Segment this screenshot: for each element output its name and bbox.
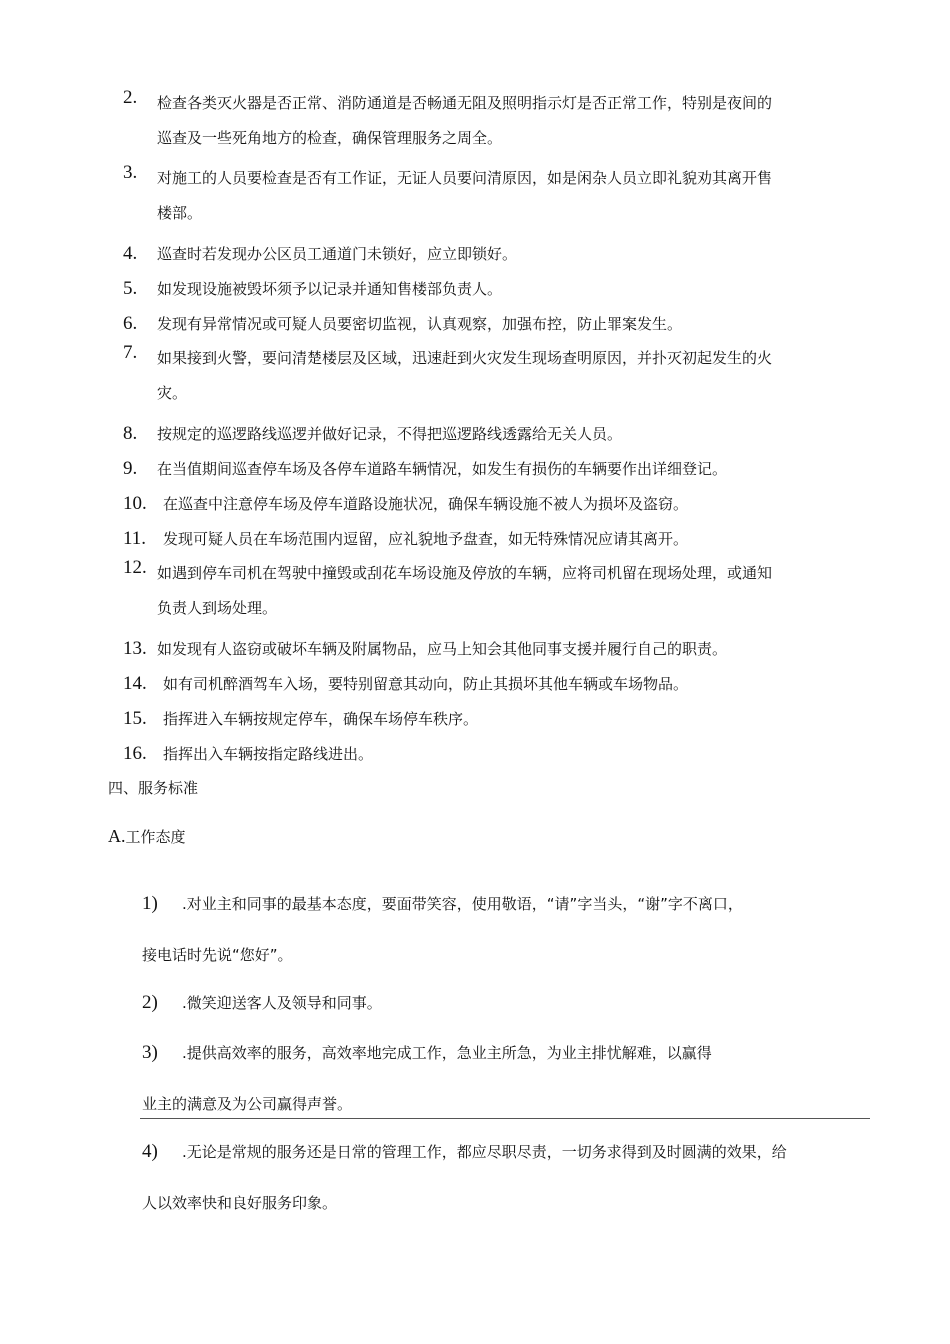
item-number: 10. xyxy=(123,493,147,514)
item-text: 发现有异常情况或可疑人员要密切监视，认真观察，加强布控，防止罪案发生。 xyxy=(157,315,683,333)
subsection-letter: A. xyxy=(108,826,126,846)
section-heading: 四、服务标准 xyxy=(108,779,199,797)
sub-item-number: 4) xyxy=(142,1141,158,1162)
item-text: 如果接到火警，要问清楚楼层及区域，迅速赶到火灾发生现场查明原因，并扑灭初起发生的火 灾。 xyxy=(157,349,773,402)
list-item xyxy=(0,242,862,266)
item-text: 检查各类灭火器是否正常、消防通道是否畅通无阻及照明指示灯是否正常工作，特别是夜间的 巡查及一些死角地方的检查，确保管理服务之周全。 xyxy=(157,94,773,147)
item-number: 11. xyxy=(123,528,147,549)
item-text: 指挥进入车辆按规定停车，确保车场停车秩序。 xyxy=(163,710,479,728)
list-item xyxy=(0,672,862,696)
sub-item-text: .对业主和同事的最基本态度，要面带笑容，使用敬语，“请”字当头，“谢”字不离口， xyxy=(182,895,743,913)
sub-item-continuation: 接电话时先说“您好”。 xyxy=(142,946,293,964)
sub-item-number: 1) xyxy=(142,893,158,914)
item-number: 7. xyxy=(123,342,138,363)
list-item xyxy=(0,527,862,551)
item-text: 巡查时若发现办公区员工通道门未锁好，应立即锁好。 xyxy=(157,245,518,263)
sub-item-text: .提供高效率的服务，高效率地完成工作，急业主所急，为业主排忧解难，以赢得 xyxy=(182,1044,712,1062)
item-text: 如遇到停车司机在驾驶中撞毁或刮花车场设施及停放的车辆，应将司机留在现场处理，或通知 负责人到场处理。 xyxy=(157,564,773,617)
list-item xyxy=(0,86,862,156)
item-number: 9. xyxy=(123,458,138,479)
item-text: 如发现设施被毁坏须予以记录并通知售楼部负责人。 xyxy=(157,280,503,298)
item-number: 5. xyxy=(123,278,138,299)
list-item xyxy=(0,457,862,481)
item-text: 发现可疑人员在车场范围内逗留，应礼貌地予盘查，如无特殊情况应请其离开。 xyxy=(163,530,689,548)
item-text: 对施工的人员要检查是否有工作证，无证人员要问清原因，如是闲杂人员立即礼貌劝其离开售 楼部。 xyxy=(157,169,773,222)
sub-item xyxy=(142,893,882,915)
item-number: 13. xyxy=(123,638,147,659)
item-text: 按规定的巡逻路线巡逻并做好记录，不得把巡逻路线透露给无关人员。 xyxy=(157,425,623,443)
sub-item-text: .微笑迎送客人及领导和同事。 xyxy=(182,994,382,1012)
item-number: 2. xyxy=(123,87,138,108)
item-number: 15. xyxy=(123,708,147,729)
numbered-list xyxy=(0,87,950,766)
subsection-heading xyxy=(108,824,186,849)
sub-item-number: 2) xyxy=(142,992,158,1013)
item-number: 14. xyxy=(123,673,147,694)
sub-item-continuation: 业主的满意及为公司赢得声誉。 xyxy=(142,1095,353,1113)
list-item xyxy=(0,707,862,731)
list-item xyxy=(0,556,862,626)
list-item xyxy=(0,277,862,301)
item-number: 16. xyxy=(123,743,147,764)
item-number: 4. xyxy=(123,243,138,264)
list-item xyxy=(0,161,862,231)
horizontal-rule xyxy=(140,1118,870,1119)
item-text: 在巡查中注意停车场及停车道路设施状况，确保车辆设施不被人为损坏及盗窃。 xyxy=(163,495,689,513)
item-number: 8. xyxy=(123,423,138,444)
list-item xyxy=(0,312,862,336)
item-number: 6. xyxy=(123,313,138,334)
list-item xyxy=(0,341,862,411)
item-text: 如有司机醉酒驾车入场，要特别留意其动向，防止其损坏其他车辆或车场物品。 xyxy=(163,675,689,693)
sub-item-text: .无论是常规的服务还是日常的管理工作，都应尽职尽责，一切务求得到及时圆满的效果，给 xyxy=(182,1143,787,1161)
list-item xyxy=(0,742,862,766)
list-item xyxy=(0,637,862,661)
sub-item xyxy=(142,1141,882,1163)
list-item xyxy=(0,422,862,446)
item-text: 如发现有人盗窃或破坏车辆及附属物品，应马上知会其他同事支援并履行自己的职责。 xyxy=(157,640,728,658)
subsection-title: 工作态度 xyxy=(125,828,186,846)
item-text: 指挥出入车辆按指定路线进出。 xyxy=(163,745,374,763)
item-number: 3. xyxy=(123,162,138,183)
item-number: 12. xyxy=(123,557,147,578)
sub-item xyxy=(142,992,882,1014)
sub-item-number: 3) xyxy=(142,1042,158,1063)
sub-item-continuation: 人以效率快和良好服务印象。 xyxy=(142,1194,338,1212)
item-text: 在当值期间巡查停车场及各停车道路车辆情况，如发生有损伤的车辆要作出详细登记。 xyxy=(157,460,728,478)
sub-item xyxy=(142,1042,882,1064)
list-item xyxy=(0,492,862,516)
